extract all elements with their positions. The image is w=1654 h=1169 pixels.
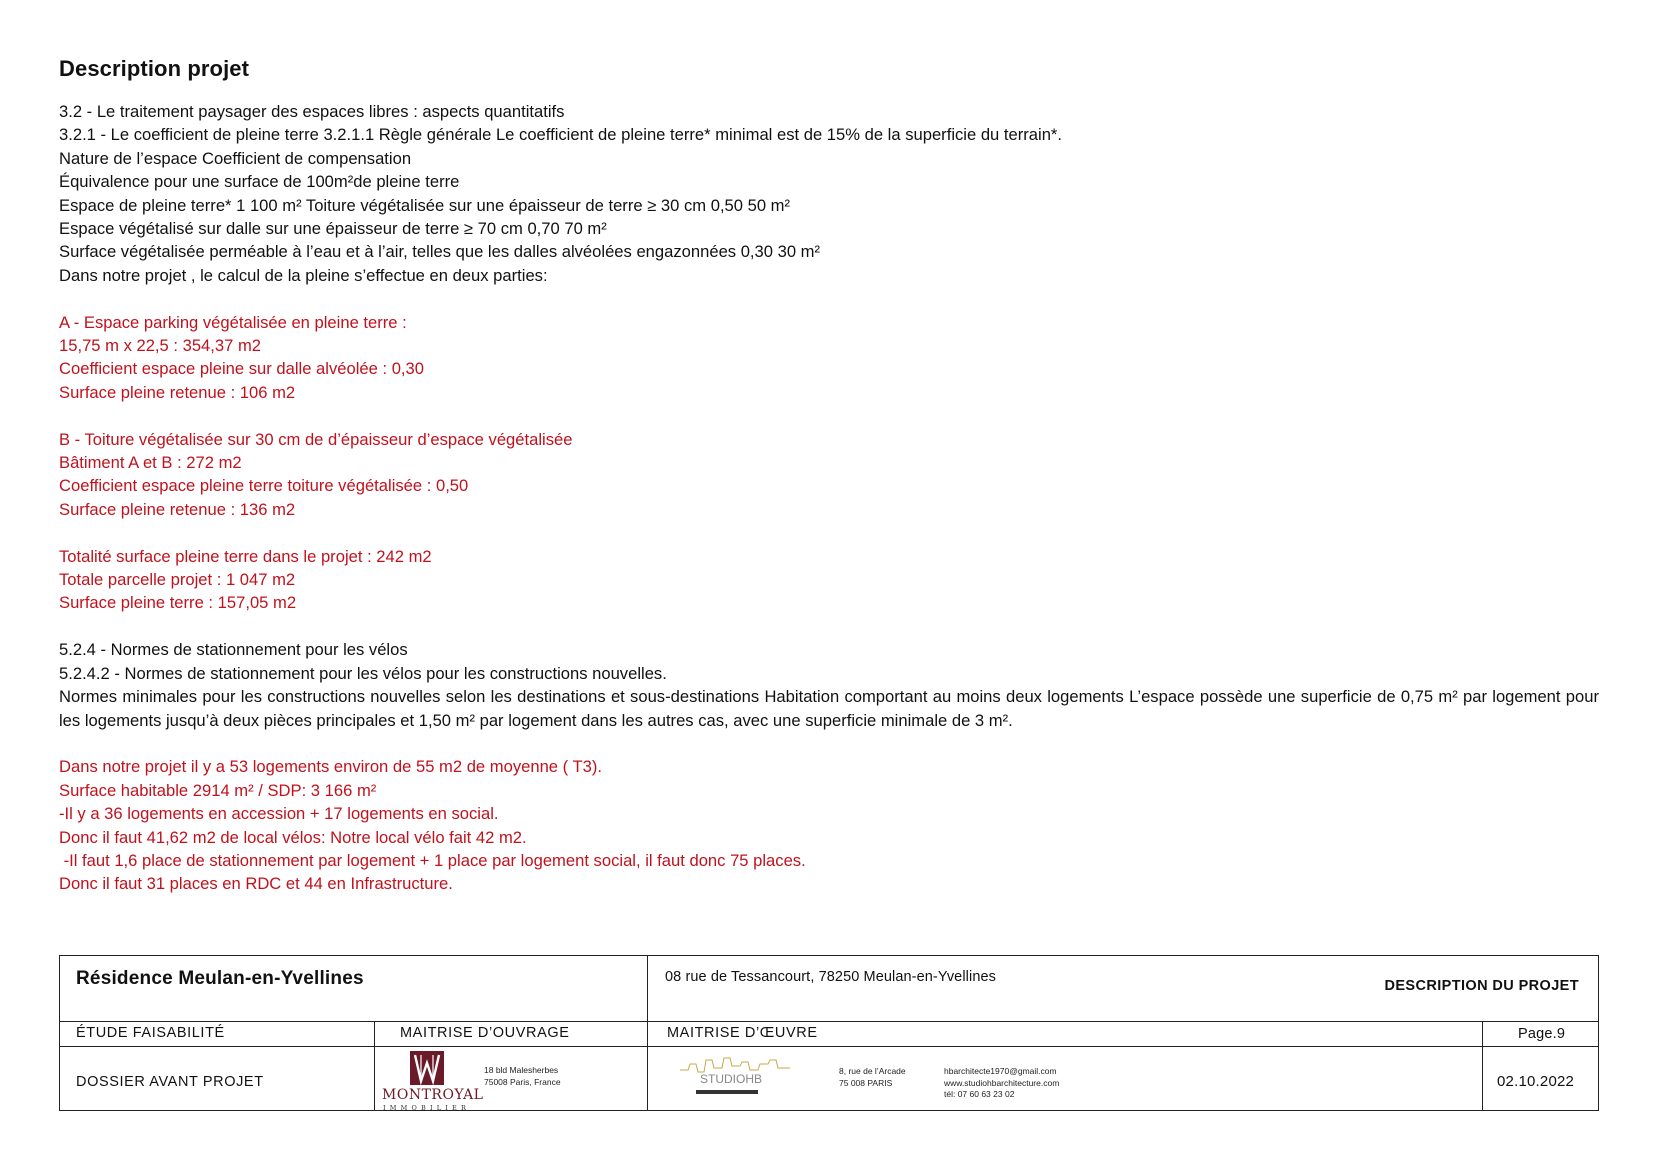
architect-label: MAITRISE D’ŒUVRE [667,1025,818,1041]
text-line: -Il faut 1,6 place de stationnement par logement + 1 place par logement social, il faut donc 75 places. [59,850,806,870]
text-line: Coefficient espace pleine terre toiture végétalisée : 0,50 [59,476,469,496]
title-block [59,955,1599,1111]
architect-phone: tél: 07 60 63 23 02 [944,1089,1015,1099]
architect-contact [944,1066,1059,1101]
text-line: 15,75 m x 22,5 : 354,37 m2 [59,336,262,356]
text-line: Surface habitable 2914 m² / SDP: 3 166 m² [59,780,377,800]
text-line: 5.2.4.2 - Normes de stationnement pour les vélos pour les constructions nouvelles. [59,663,667,683]
regulation-block [59,100,1599,896]
residence-title: Résidence Meulan-en-Yvellines [76,968,364,989]
bike-norms [59,638,1599,732]
document-type: DESCRIPTION DU PROJET [1384,978,1579,994]
text-line: Surface végétalisée perméable à l’eau et à l’air, telles que les dalles alvéolées engazonnées 0,30 30 m² [59,242,821,262]
studiohb-wordmark: STUDIOHB [700,1072,763,1086]
page-title: Description projet [59,56,250,81]
text-line: -Il y a 36 logements en accession + 17 logements en social. [59,804,499,824]
text-line: Donc il faut 41,62 m2 de local vélos: Notre local vélo fait 42 m2. [59,827,527,847]
parking-calculation [59,311,1599,405]
text-line: Donc il faut 31 places en RDC et 44 en Infrastructure. [59,874,453,894]
montroyal-wordmark: MONTROYAL [382,1087,484,1103]
owner-address: 18 bld Malesherbes 75008 Paris, France [484,1065,561,1087]
total-calculation [59,545,1599,615]
text-line: Dans notre projet il y a 53 logements environ de 55 m2 de moyenne ( T3). [59,757,602,777]
text-line: B - Toiture végétalisée sur 30 cm de d’épaisseur d’espace végétalisée [59,429,573,449]
immobilier-wordmark: IMMOBILIER [383,1104,471,1112]
text-line: Totale parcelle projet : 1 047 m2 [59,570,296,590]
architect-address: 8, rue de l’Arcade 75 008 PARIS [839,1066,906,1088]
text-line: Nature de l’espace Coefficient de compensation [59,148,412,168]
text-line: 3.2.1 - Le coefficient de pleine terre 3.2.1.1 Règle générale Le coefficient de pleine terre* minimal est de 15% de la superficie du terrain*. [59,125,1062,145]
owner-label: MAITRISE D’OUVRAGE [400,1025,570,1041]
architect-email: hbarchitecte1970@gmail.com [944,1066,1057,1076]
text-line: Surface pleine terre : 157,05 m2 [59,593,297,613]
text-line: Surface pleine retenue : 136 m2 [59,499,296,519]
text-line: Dans notre projet , le calcul de la pleine s’effectue en deux parties: [59,265,548,285]
page-number: Page.9 [1518,1026,1566,1042]
text-line: Totalité surface pleine terre dans le projet : 242 m2 [59,546,432,566]
text-line: Coefficient espace pleine sur dalle alvéolée : 0,30 [59,359,424,379]
text-line: 5.2.4 - Normes de stationnement pour les vélos [59,640,408,660]
bike-norms-paragraph: Normes minimales pour les constructions nouvelles selon les destinations et sous-destinations Habitation comportant au moins deux logements L’espace possède une superficie de 0,75 m² par logement pour les logements jusqu’à deux pièces principales et 1,50 m² par logement dans les autres cas, avec une superficie minimale de 3 m². [59,687,1599,730]
study-label: ÉTUDE FAISABILITÉ [76,1025,225,1041]
text-line: Espace végétalisé sur dalle sur une épaisseur de terre ≥ 70 cm 0,70 70 m² [59,219,607,239]
project-bike-calculation [59,755,1599,895]
text-line: 3.2 - Le traitement paysager des espaces libres : aspects quantitatifs [59,102,565,121]
project-address: 08 rue de Tessancourt, 78250 Meulan-en-Yvellines [665,969,996,985]
text-line: Équivalence pour une surface de 100m²de pleine terre [59,172,460,192]
document-date: 02.10.2022 [1497,1073,1575,1090]
text-line: Surface pleine retenue : 106 m2 [59,382,296,402]
roof-calculation [59,428,1599,522]
page-content [59,56,1599,896]
text-line: Espace de pleine terre* 1 100 m² Toiture végétalisée sur une épaisseur de terre ≥ 30 cm 0,50 50 m² [59,195,791,215]
text-line: Bâtiment A et B : 272 m2 [59,453,242,473]
dossier-label: DOSSIER AVANT PROJET [76,1074,264,1090]
montroyal-logo-icon [410,1051,444,1085]
architect-website: www.studiohbarchitecture.com [944,1077,1060,1088]
text-line: A - Espace parking végétalisée en pleine terre : [59,312,407,332]
